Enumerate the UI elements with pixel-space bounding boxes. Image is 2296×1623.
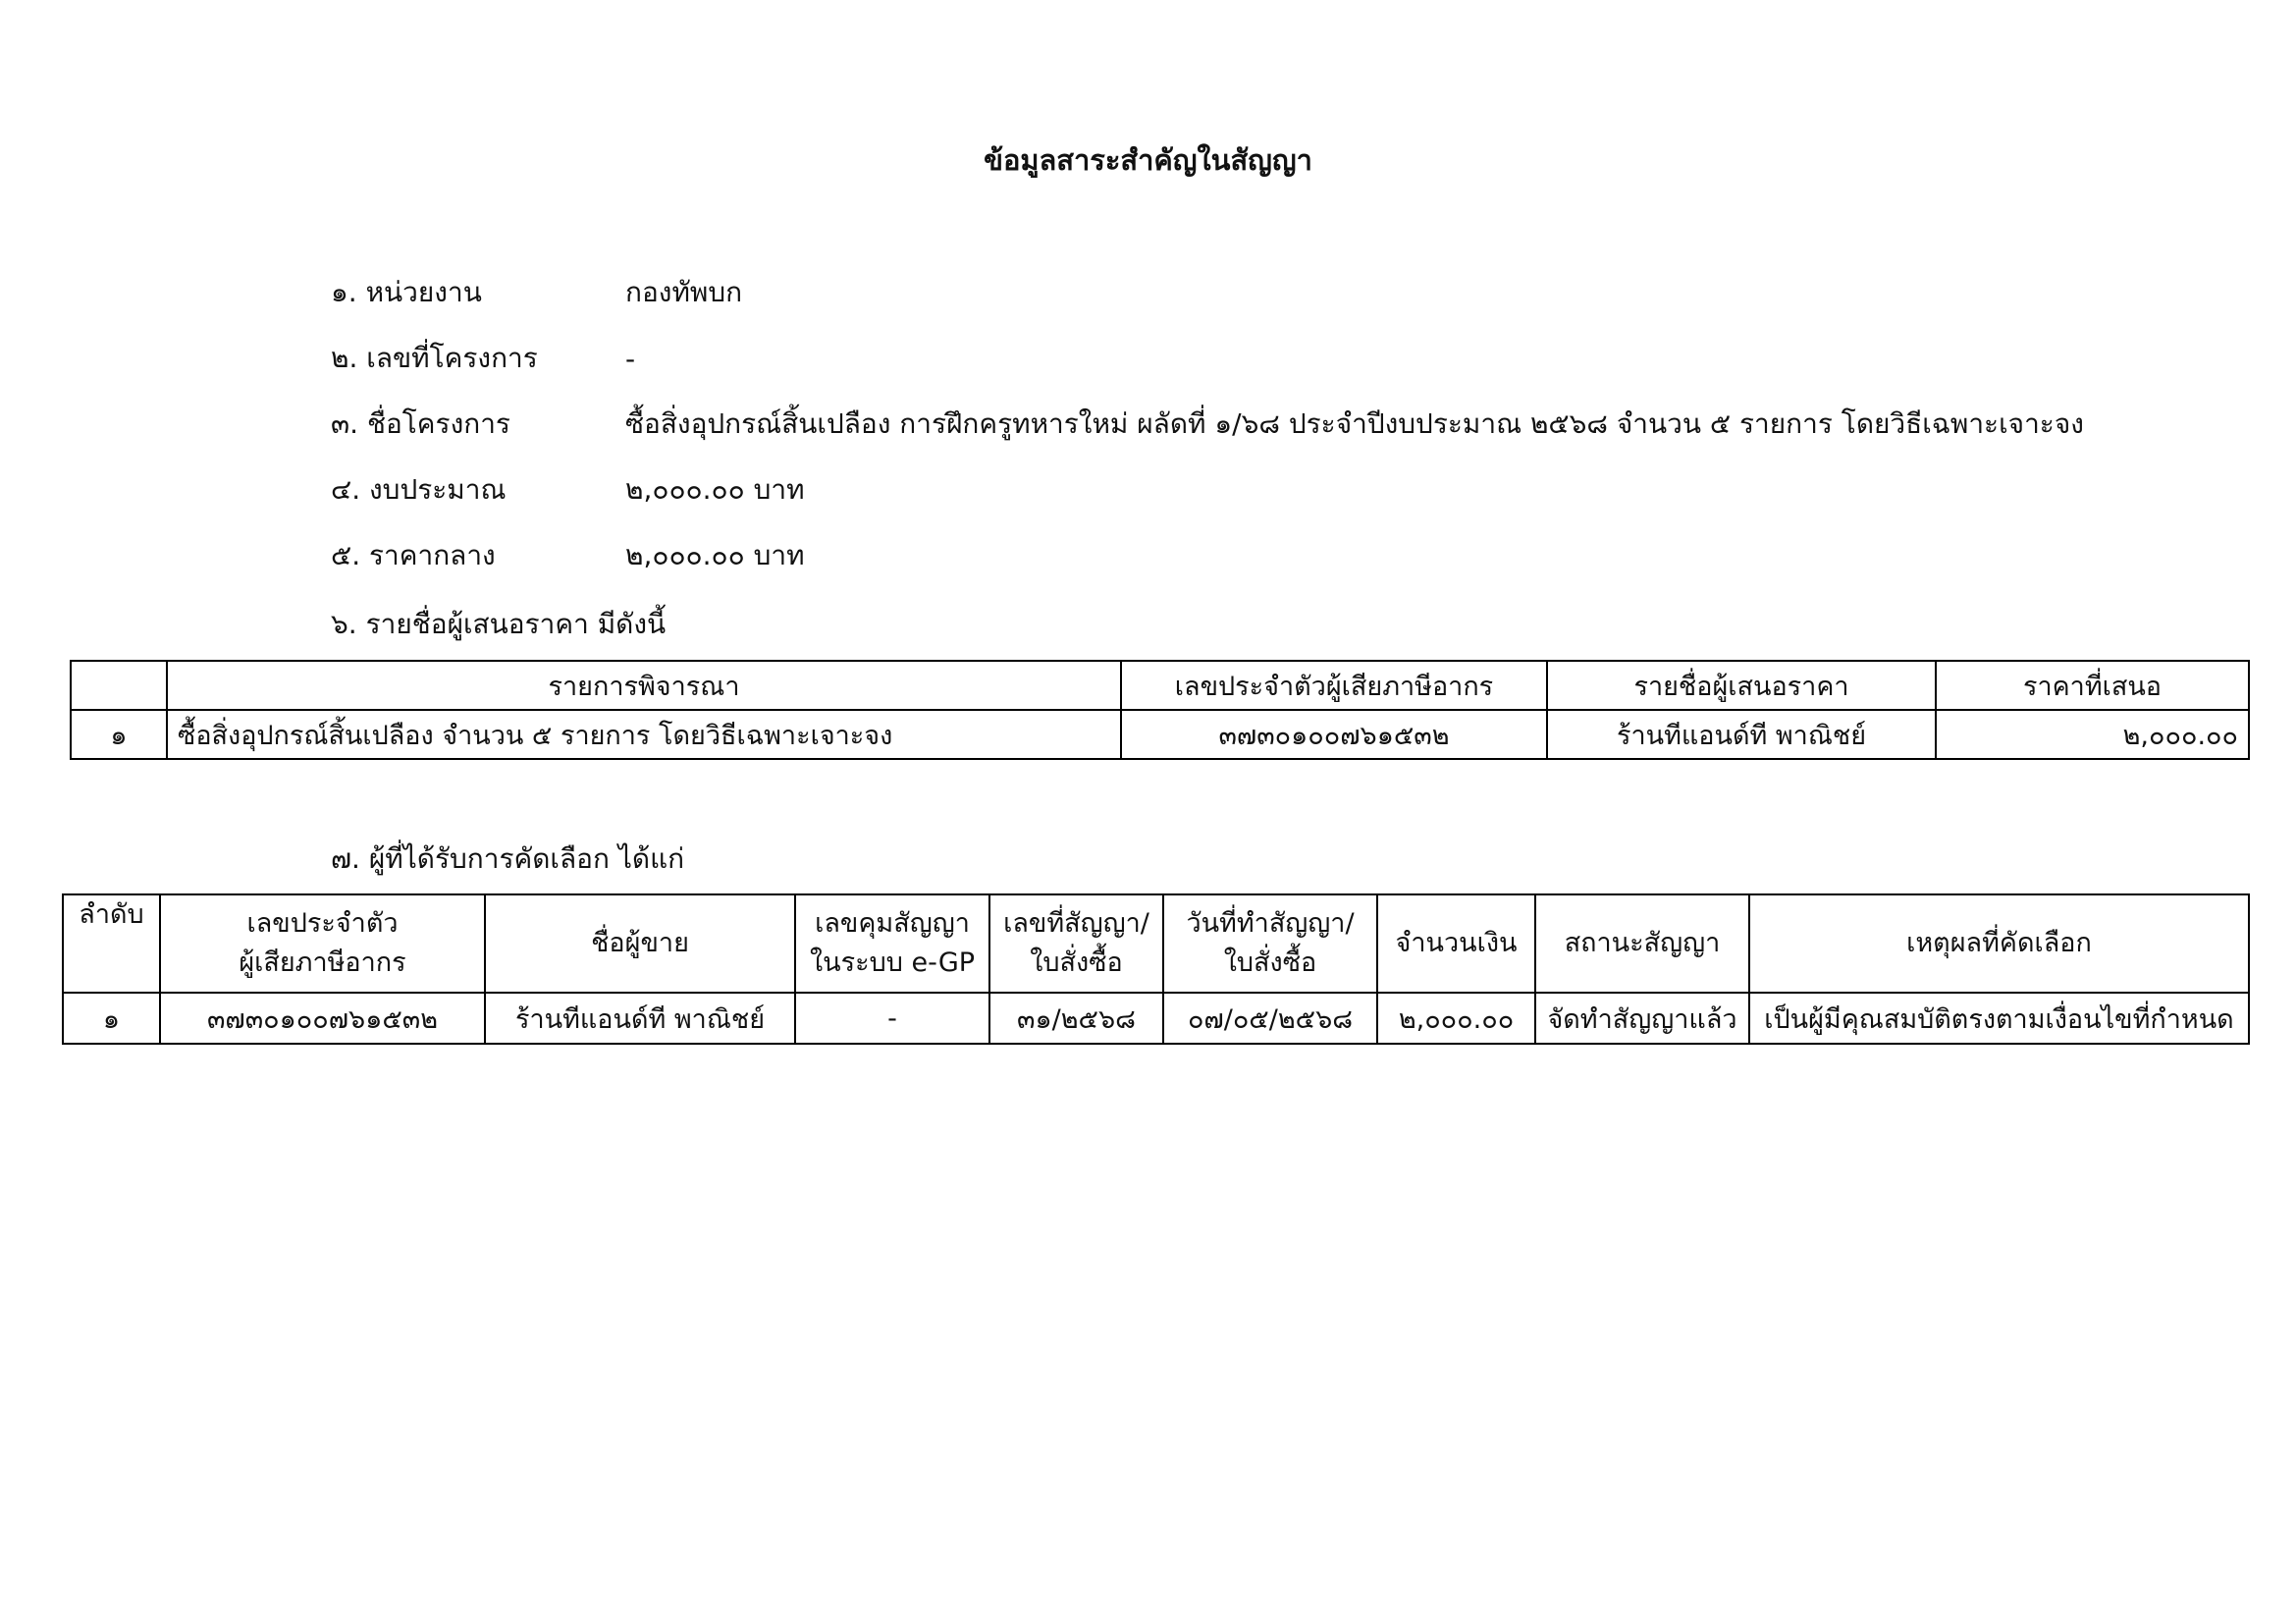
table-cell: ๑ — [63, 993, 160, 1044]
info-row-project-name — [331, 400, 2084, 449]
column-header-line: เหตุผลที่คัดเลือก — [1906, 928, 2092, 958]
table-row — [63, 993, 2249, 1044]
selected-section-label: ๗. ผู้ที่ได้รับการคัดเลือก ได้แก่ — [331, 842, 685, 875]
info-label: ๔. งบประมาณ — [331, 473, 507, 506]
table-header-row — [63, 894, 2249, 993]
column-header: ราคาที่เสนอ — [1936, 661, 2249, 710]
column-header-line: วันที่ทำสัญญา/ — [1186, 908, 1355, 939]
table-cell: ๒,๐๐๐.๐๐ — [1936, 710, 2249, 759]
column-header — [1377, 894, 1535, 993]
column-header — [160, 894, 485, 993]
info-row-project-number — [331, 334, 635, 383]
column-header: รายการพิจารณา — [167, 661, 1121, 710]
info-row-agency — [331, 268, 742, 317]
selected-table — [62, 893, 2250, 1045]
info-value: ๒,๐๐๐.๐๐ บาท — [625, 539, 805, 571]
column-header-line: ลำดับ — [79, 899, 144, 930]
table-cell: ๒,๐๐๐.๐๐ — [1377, 993, 1535, 1044]
info-row-median-price — [331, 531, 805, 580]
info-value: - — [625, 342, 636, 375]
table-cell: ๓๑/๒๕๖๘ — [989, 993, 1163, 1044]
column-header — [989, 894, 1163, 993]
column-header-line: เลขประจำตัว — [246, 908, 399, 939]
column-header-line: จำนวนเงิน — [1395, 928, 1518, 958]
column-header — [795, 894, 989, 993]
table-cell: ๐๗/๐๕/๒๕๖๘ — [1163, 993, 1377, 1044]
column-header — [485, 894, 795, 993]
table-cell: จัดทำสัญญาแล้ว — [1535, 993, 1749, 1044]
column-header — [63, 894, 160, 993]
table-cell: ซื้อสิ่งอุปกรณ์สิ้นเปลือง จำนวน ๕ รายการ โดยวิธีเฉพาะเจาะจง — [167, 710, 1121, 759]
table-cell: ร้านทีแอนด์ที พาณิชย์ — [1547, 710, 1936, 759]
info-row-budget — [331, 465, 805, 514]
column-header-line: ใบสั่งซื้อ — [1030, 947, 1123, 978]
column-header — [1163, 894, 1377, 993]
info-label: ๒. เลขที่โครงการ — [331, 342, 538, 374]
column-header-line: เลขที่สัญญา/ — [1003, 908, 1149, 939]
table-cell: ๑ — [71, 710, 167, 759]
column-header-line: ผู้เสียภาษีอากร — [239, 947, 406, 978]
table-cell: ๓๗๓๐๑๐๐๗๖๑๕๓๒ — [1121, 710, 1547, 759]
info-value: ๒,๐๐๐.๐๐ บาท — [625, 473, 805, 506]
table-cell: ๓๗๓๐๑๐๐๗๖๑๕๓๒ — [160, 993, 485, 1044]
bidders-table — [70, 660, 2250, 760]
bidders-section-label: ๖. รายชื่อผู้เสนอราคา มีดังนี้ — [331, 608, 667, 640]
column-header — [1535, 894, 1749, 993]
column-header-line: ใบสั่งซื้อ — [1223, 947, 1317, 978]
info-label: ๑. หน่วยงาน — [331, 276, 482, 308]
info-label: ๓. ชื่อโครงการ — [331, 407, 510, 440]
table-cell: เป็นผู้มีคุณสมบัติตรงตามเงื่อนไขที่กำหนด — [1749, 993, 2249, 1044]
document-title: ข้อมูลสาระสำคัญในสัญญา — [984, 143, 1312, 177]
column-header-line: ชื่อผู้ขาย — [591, 928, 689, 958]
info-value: กองทัพบก — [625, 276, 743, 308]
table-cell: ร้านทีแอนด์ที พาณิชย์ — [485, 993, 795, 1044]
column-header-line: เลขคุมสัญญา — [815, 908, 970, 939]
info-label: ๕. ราคากลาง — [331, 539, 496, 571]
info-value: ซื้อสิ่งอุปกรณ์สิ้นเปลือง การฝึกครูทหารใหม่ ผลัดที่ ๑/๖๘ ประจำปีงบประมาณ ๒๕๖๘ จำนวน ๕ รายการ โดยวิธีเฉพาะเจาะจง — [625, 407, 2084, 440]
table-row — [71, 710, 2249, 759]
column-header: รายชื่อผู้เสนอราคา — [1547, 661, 1936, 710]
column-header — [71, 661, 167, 710]
column-header: เลขประจำตัวผู้เสียภาษีอากร — [1121, 661, 1547, 710]
column-header-line: ในระบบ e-GP — [809, 947, 976, 978]
column-header — [1749, 894, 2249, 993]
table-header-row — [71, 661, 2249, 710]
table-cell: - — [795, 993, 989, 1044]
column-header-line: สถานะสัญญา — [1564, 928, 1721, 958]
